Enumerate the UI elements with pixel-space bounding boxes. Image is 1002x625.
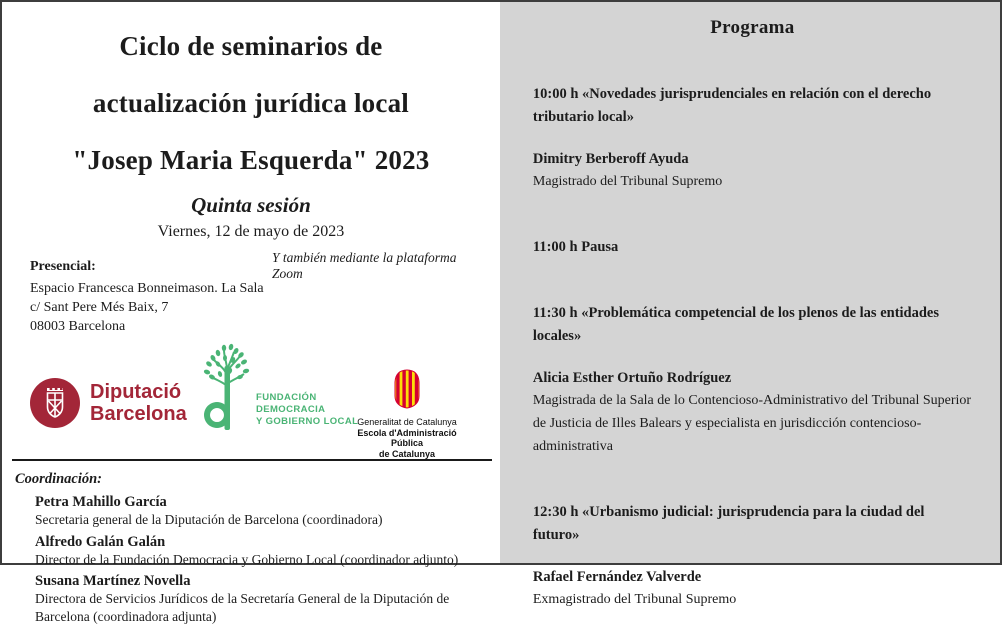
venue-address-line: c/ Sant Pere Més Baix, 7 bbox=[30, 300, 169, 315]
coordinator-entry bbox=[35, 533, 500, 569]
title-line-3: "Josep Maria Esquerda" 2023 bbox=[72, 145, 430, 175]
left-panel bbox=[2, 2, 500, 624]
diputacio-barcelona-logo bbox=[30, 378, 187, 428]
diputacio-word-1: Diputació bbox=[90, 381, 182, 403]
venue-address-line: Espacio Francesca Bonneimason. La Sala bbox=[30, 281, 264, 296]
session-subtitle: Quinta sesión bbox=[191, 193, 311, 217]
diputacio-wordmark bbox=[90, 381, 187, 425]
diputacio-emblem-icon bbox=[30, 378, 80, 428]
program-item-time-title: 11:30 h «Problemática competencial de los plenos de las entidades locales» bbox=[532, 305, 940, 344]
fundacion-word-1: FUNDACIÓN bbox=[256, 392, 317, 403]
program-speaker-role: Exmagistrado del Tribunal Supremo bbox=[532, 592, 737, 607]
program-speaker-block bbox=[533, 566, 972, 611]
logos-row bbox=[2, 356, 500, 459]
generalitat-word-1: Generalitat de Catalunya bbox=[357, 417, 457, 427]
venue-address-line: 08003 Barcelona bbox=[30, 319, 126, 334]
coordinator-role: Directora de Servicios Jurídicos de la Secretaría General de la Diputación de Barcelona (coordinadora adjunta) bbox=[35, 591, 450, 624]
program-item-time-title: 10:00 h «Novedades jurisprudenciales en relación con el derecho tributario local» bbox=[532, 86, 932, 125]
coordinator-name: Petra Mahillo García bbox=[35, 494, 167, 510]
title-line-1: Ciclo de seminarios de bbox=[119, 31, 383, 61]
title-line-2: actualización jurídica local bbox=[92, 88, 409, 118]
program-speaker-role: Magistrado del Tribunal Supremo bbox=[532, 174, 723, 189]
coordinator-name: Susana Martínez Novella bbox=[35, 573, 191, 589]
session-date: Viernes, 12 de mayo de 2023 bbox=[157, 223, 345, 240]
fundacion-tree-icon bbox=[200, 344, 252, 436]
venue-label: Presencial: bbox=[30, 259, 96, 274]
program-speaker-role: Magistrada de la Sala de lo Contencioso-Administrativo del Tribunal Superior de Justicia de Illes Balears y especialista en jurisdicción contencioso-administrativa bbox=[532, 393, 972, 454]
coordinator-role: Director de la Fundación Democracia y Gobierno Local (coordinador adjunto) bbox=[35, 551, 459, 567]
generalitat-wordmark bbox=[342, 417, 472, 459]
coordinator-entry bbox=[35, 572, 500, 625]
program-item bbox=[533, 83, 972, 193]
program-item bbox=[533, 236, 972, 259]
coordinator-entry bbox=[35, 493, 500, 529]
generalitat-catalunya-logo bbox=[342, 368, 472, 459]
program-speaker-block bbox=[533, 148, 972, 193]
generalitat-word-3: de Catalunya bbox=[378, 448, 436, 459]
program-speaker-name: Alicia Esther Ortuño Rodríguez bbox=[532, 370, 732, 386]
fundacion-word-2: DEMOCRACIA bbox=[256, 404, 326, 415]
coordination-label: Coordinación: bbox=[15, 471, 103, 487]
program-title: Programa bbox=[710, 17, 795, 38]
divider-line bbox=[12, 459, 492, 461]
program-speaker-name: Dimitry Berberoff Ayuda bbox=[532, 151, 689, 167]
program-item bbox=[533, 302, 972, 458]
generalitat-senyera-icon bbox=[392, 368, 422, 410]
venue-block bbox=[30, 257, 280, 336]
coordinators-list bbox=[35, 493, 500, 625]
coordinator-role: Secretaria general de la Diputación de Barcelona (coordinadora) bbox=[35, 512, 383, 527]
program-item-time-title: 11:00 h Pausa bbox=[532, 239, 619, 255]
page-title bbox=[2, 18, 500, 189]
program-speaker-block bbox=[533, 367, 972, 458]
coordinator-name: Alfredo Galán Galán bbox=[35, 533, 166, 550]
program-speaker-name: Rafael Fernández Valverde bbox=[532, 569, 702, 585]
fundacion-word-3: Y GOBIERNO LOCAL bbox=[256, 416, 359, 427]
program-item-time-title: 12:30 h «Urbanismo judicial: jurisprudencia para la ciudad del futuro» bbox=[532, 504, 925, 543]
generalitat-word-2: Escola d'Administració Pública bbox=[357, 427, 457, 448]
diputacio-word-2: Barcelona bbox=[90, 403, 187, 425]
zoom-platform-note: Y también mediante la plataforma Zoom bbox=[272, 250, 457, 281]
fundacion-democracia-logo bbox=[200, 344, 358, 436]
program-panel bbox=[500, 2, 1000, 607]
program-item bbox=[533, 501, 972, 611]
